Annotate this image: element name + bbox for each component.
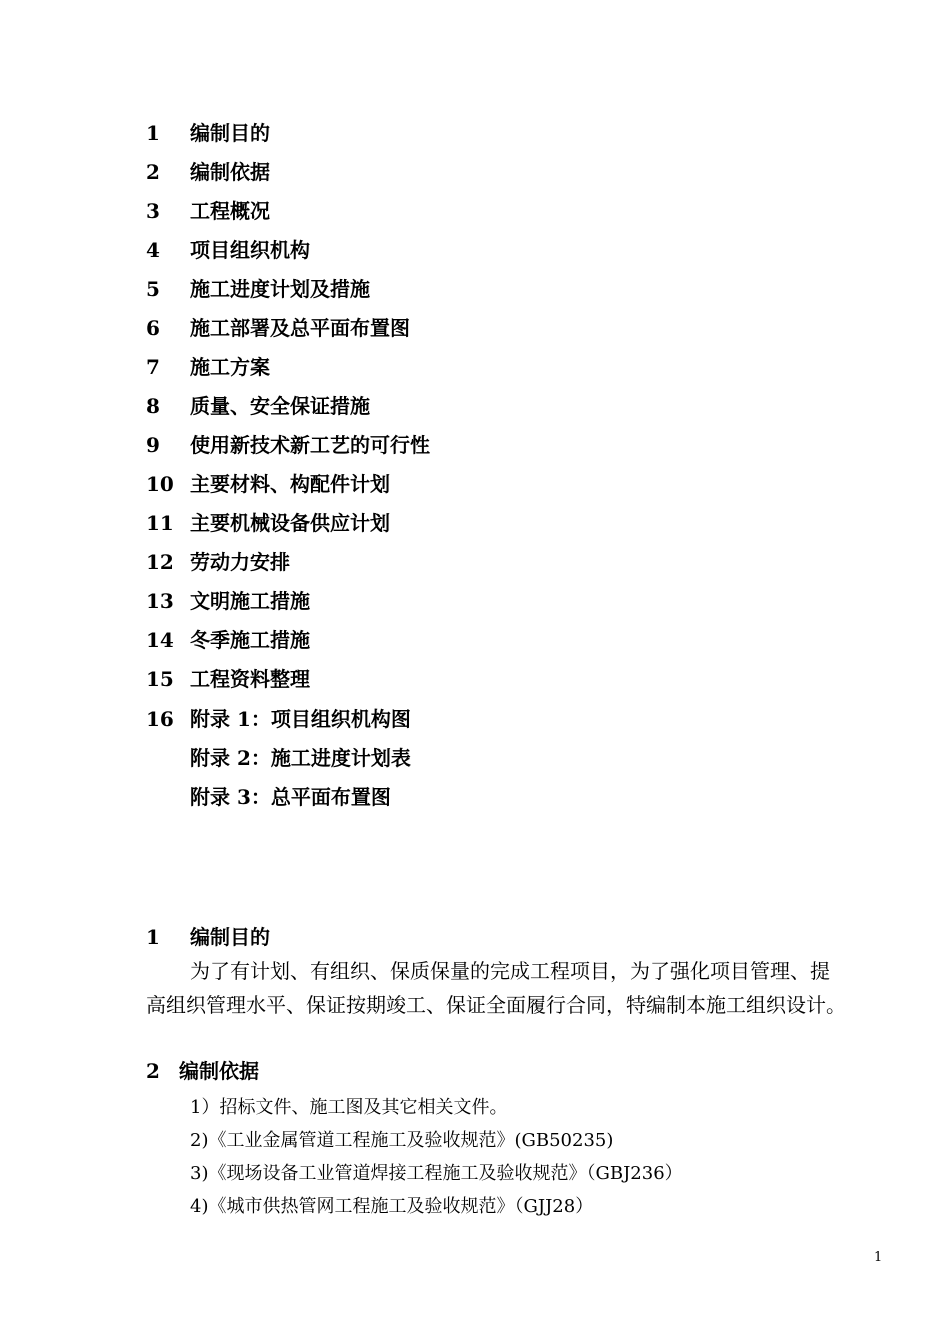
paragraph-line: 高组织管理水平、保证按期竣工、保证全面履行合同，特编制本施工组织设计。 bbox=[146, 993, 846, 1017]
toc-title: 工程概况 bbox=[190, 199, 270, 223]
section-title: 编制目的 bbox=[190, 925, 270, 949]
toc-title: 主要材料、构配件计划 bbox=[190, 472, 390, 496]
toc-title: 编制目的 bbox=[190, 121, 270, 145]
section-2-heading bbox=[146, 1056, 446, 1086]
section-1-heading bbox=[146, 922, 446, 952]
toc-title: 使用新技术新工艺的可行性 bbox=[190, 433, 430, 457]
toc-number: 7 bbox=[146, 355, 160, 379]
toc-title: 附录 1：项目组织机构图 bbox=[190, 707, 411, 731]
toc-title: 冬季施工措施 bbox=[190, 628, 310, 652]
section-number: 1 bbox=[146, 925, 160, 949]
toc-title: 主要机械设备供应计划 bbox=[190, 511, 390, 535]
basis-item: 2)《工业金属管道工程施工及验收规范》(GB50235) bbox=[190, 1130, 614, 1151]
toc-number: 1 bbox=[146, 121, 160, 145]
basis-item: 1）招标文件、施工图及其它相关文件。 bbox=[190, 1097, 508, 1118]
toc-title: 编制依据 bbox=[190, 160, 270, 184]
basis-item: 3)《现场设备工业管道焊接工程施工及验收规范》（GBJ236） bbox=[190, 1163, 683, 1184]
toc-number: 12 bbox=[146, 550, 174, 574]
section-title: 编制依据 bbox=[179, 1059, 259, 1083]
toc-title: 质量、安全保证措施 bbox=[190, 394, 370, 418]
toc-number: 8 bbox=[146, 394, 160, 418]
toc-number: 5 bbox=[146, 277, 160, 301]
toc-number: 14 bbox=[146, 628, 174, 652]
section-number: 2 bbox=[146, 1059, 160, 1083]
toc-number: 15 bbox=[146, 667, 174, 691]
paragraph-line: 为了有计划、有组织、保质保量的完成工程项目，为了强化项目管理、提 bbox=[190, 959, 830, 983]
toc-title: 施工方案 bbox=[190, 355, 270, 379]
toc-title: 附录 2：施工进度计划表 bbox=[190, 746, 411, 770]
toc-title: 劳动力安排 bbox=[190, 550, 290, 574]
toc-number: 10 bbox=[146, 472, 174, 496]
toc-title: 施工部署及总平面布置图 bbox=[190, 316, 410, 340]
toc-title: 项目组织机构 bbox=[190, 238, 310, 262]
toc-number: 3 bbox=[146, 199, 160, 223]
toc-number: 16 bbox=[146, 707, 174, 731]
toc-number: 13 bbox=[146, 589, 174, 613]
toc-number: 6 bbox=[146, 316, 160, 340]
basis-item: 4)《城市供热管网工程施工及验收规范》（GJJ28） bbox=[190, 1196, 594, 1217]
toc-number: 4 bbox=[146, 238, 160, 262]
toc-title: 施工进度计划及措施 bbox=[190, 277, 370, 301]
toc-number: 11 bbox=[146, 511, 174, 535]
page-number: 1 bbox=[874, 1250, 883, 1265]
toc-title: 文明施工措施 bbox=[190, 589, 310, 613]
toc-title: 工程资料整理 bbox=[190, 667, 310, 691]
toc-number: 9 bbox=[146, 433, 160, 457]
toc-number: 2 bbox=[146, 160, 160, 184]
toc-title: 附录 3：总平面布置图 bbox=[190, 785, 391, 809]
